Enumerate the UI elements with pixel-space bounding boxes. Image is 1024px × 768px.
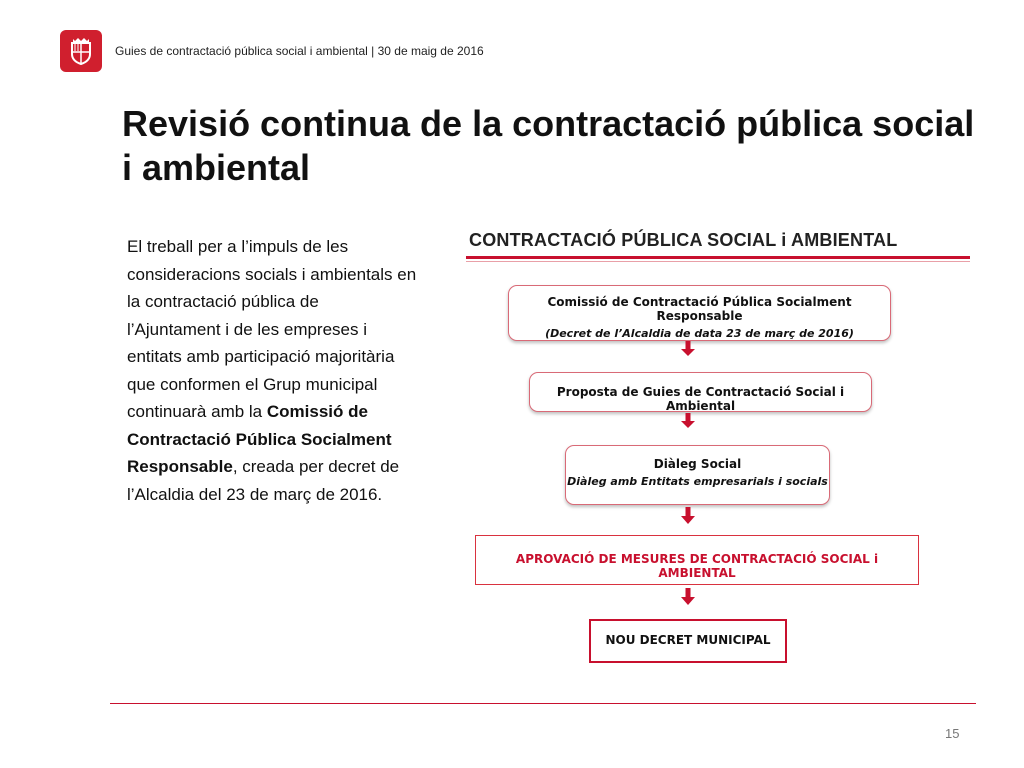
flow-box-approval-measures	[475, 535, 919, 585]
flow-box-approval-measures-title: APROVACIÓ DE MESURES DE CONTRACTACIÓ SOCIAL i AMBIENTAL	[515, 552, 879, 580]
flow-box-commission-subtitle: (Decret de l’Alcaldia de data 23 de març de 2016)	[545, 327, 854, 340]
flow-box-new-decree-title: NOU DECRET MUNICIPAL	[605, 633, 771, 647]
barcelona-logo-icon	[60, 30, 102, 72]
flow-box-guides-proposal	[529, 372, 872, 412]
down-arrow-icon	[680, 507, 696, 525]
body-text-part1: El treball per a l’impuls de les consideracions socials i ambientals en la contractació pública de l’Ajuntament i de les empreses i entitats amb participació majoritària que conformen el Grup municipal continuarà amb la	[127, 237, 417, 421]
flow-box-commission-title: Comissió de Contractació Pública Socialment Responsable	[547, 295, 852, 323]
flow-box-commission	[508, 285, 891, 341]
flow-box-guides-proposal-title: Proposta de Guies de Contractació Social i Ambiental	[556, 385, 845, 413]
body-paragraph	[127, 233, 417, 508]
down-arrow-icon	[680, 413, 696, 429]
diagram-title-underline-shadow	[466, 261, 970, 262]
header-text: Guies de contractació pública social i ambiental | 30 de maig de 2016	[115, 44, 484, 58]
down-arrow-icon	[680, 341, 696, 357]
diagram-title-underline	[466, 256, 970, 259]
flow-box-new-decree	[589, 619, 787, 663]
footer-divider	[110, 703, 976, 704]
flow-box-social-dialogue	[565, 445, 830, 505]
diagram-title: CONTRACTACIÓ PÚBLICA SOCIAL i AMBIENTAL	[469, 230, 898, 250]
flow-box-social-dialogue-subtitle: Diàleg amb Entitats empresarials i socials	[567, 475, 828, 488]
body-text-bold: Comissió de Contractació Pública Socialment Responsable	[127, 402, 392, 476]
page-number: 15	[945, 726, 960, 741]
down-arrow-icon	[680, 588, 696, 606]
flow-box-social-dialogue-title: Diàleg Social	[653, 457, 742, 471]
body-text-part2: , creada per decret de l’Alcaldia del 23 de març de 2016.	[127, 457, 400, 504]
page-title: Revisió continua de la contractació pública social i ambiental	[122, 103, 975, 188]
